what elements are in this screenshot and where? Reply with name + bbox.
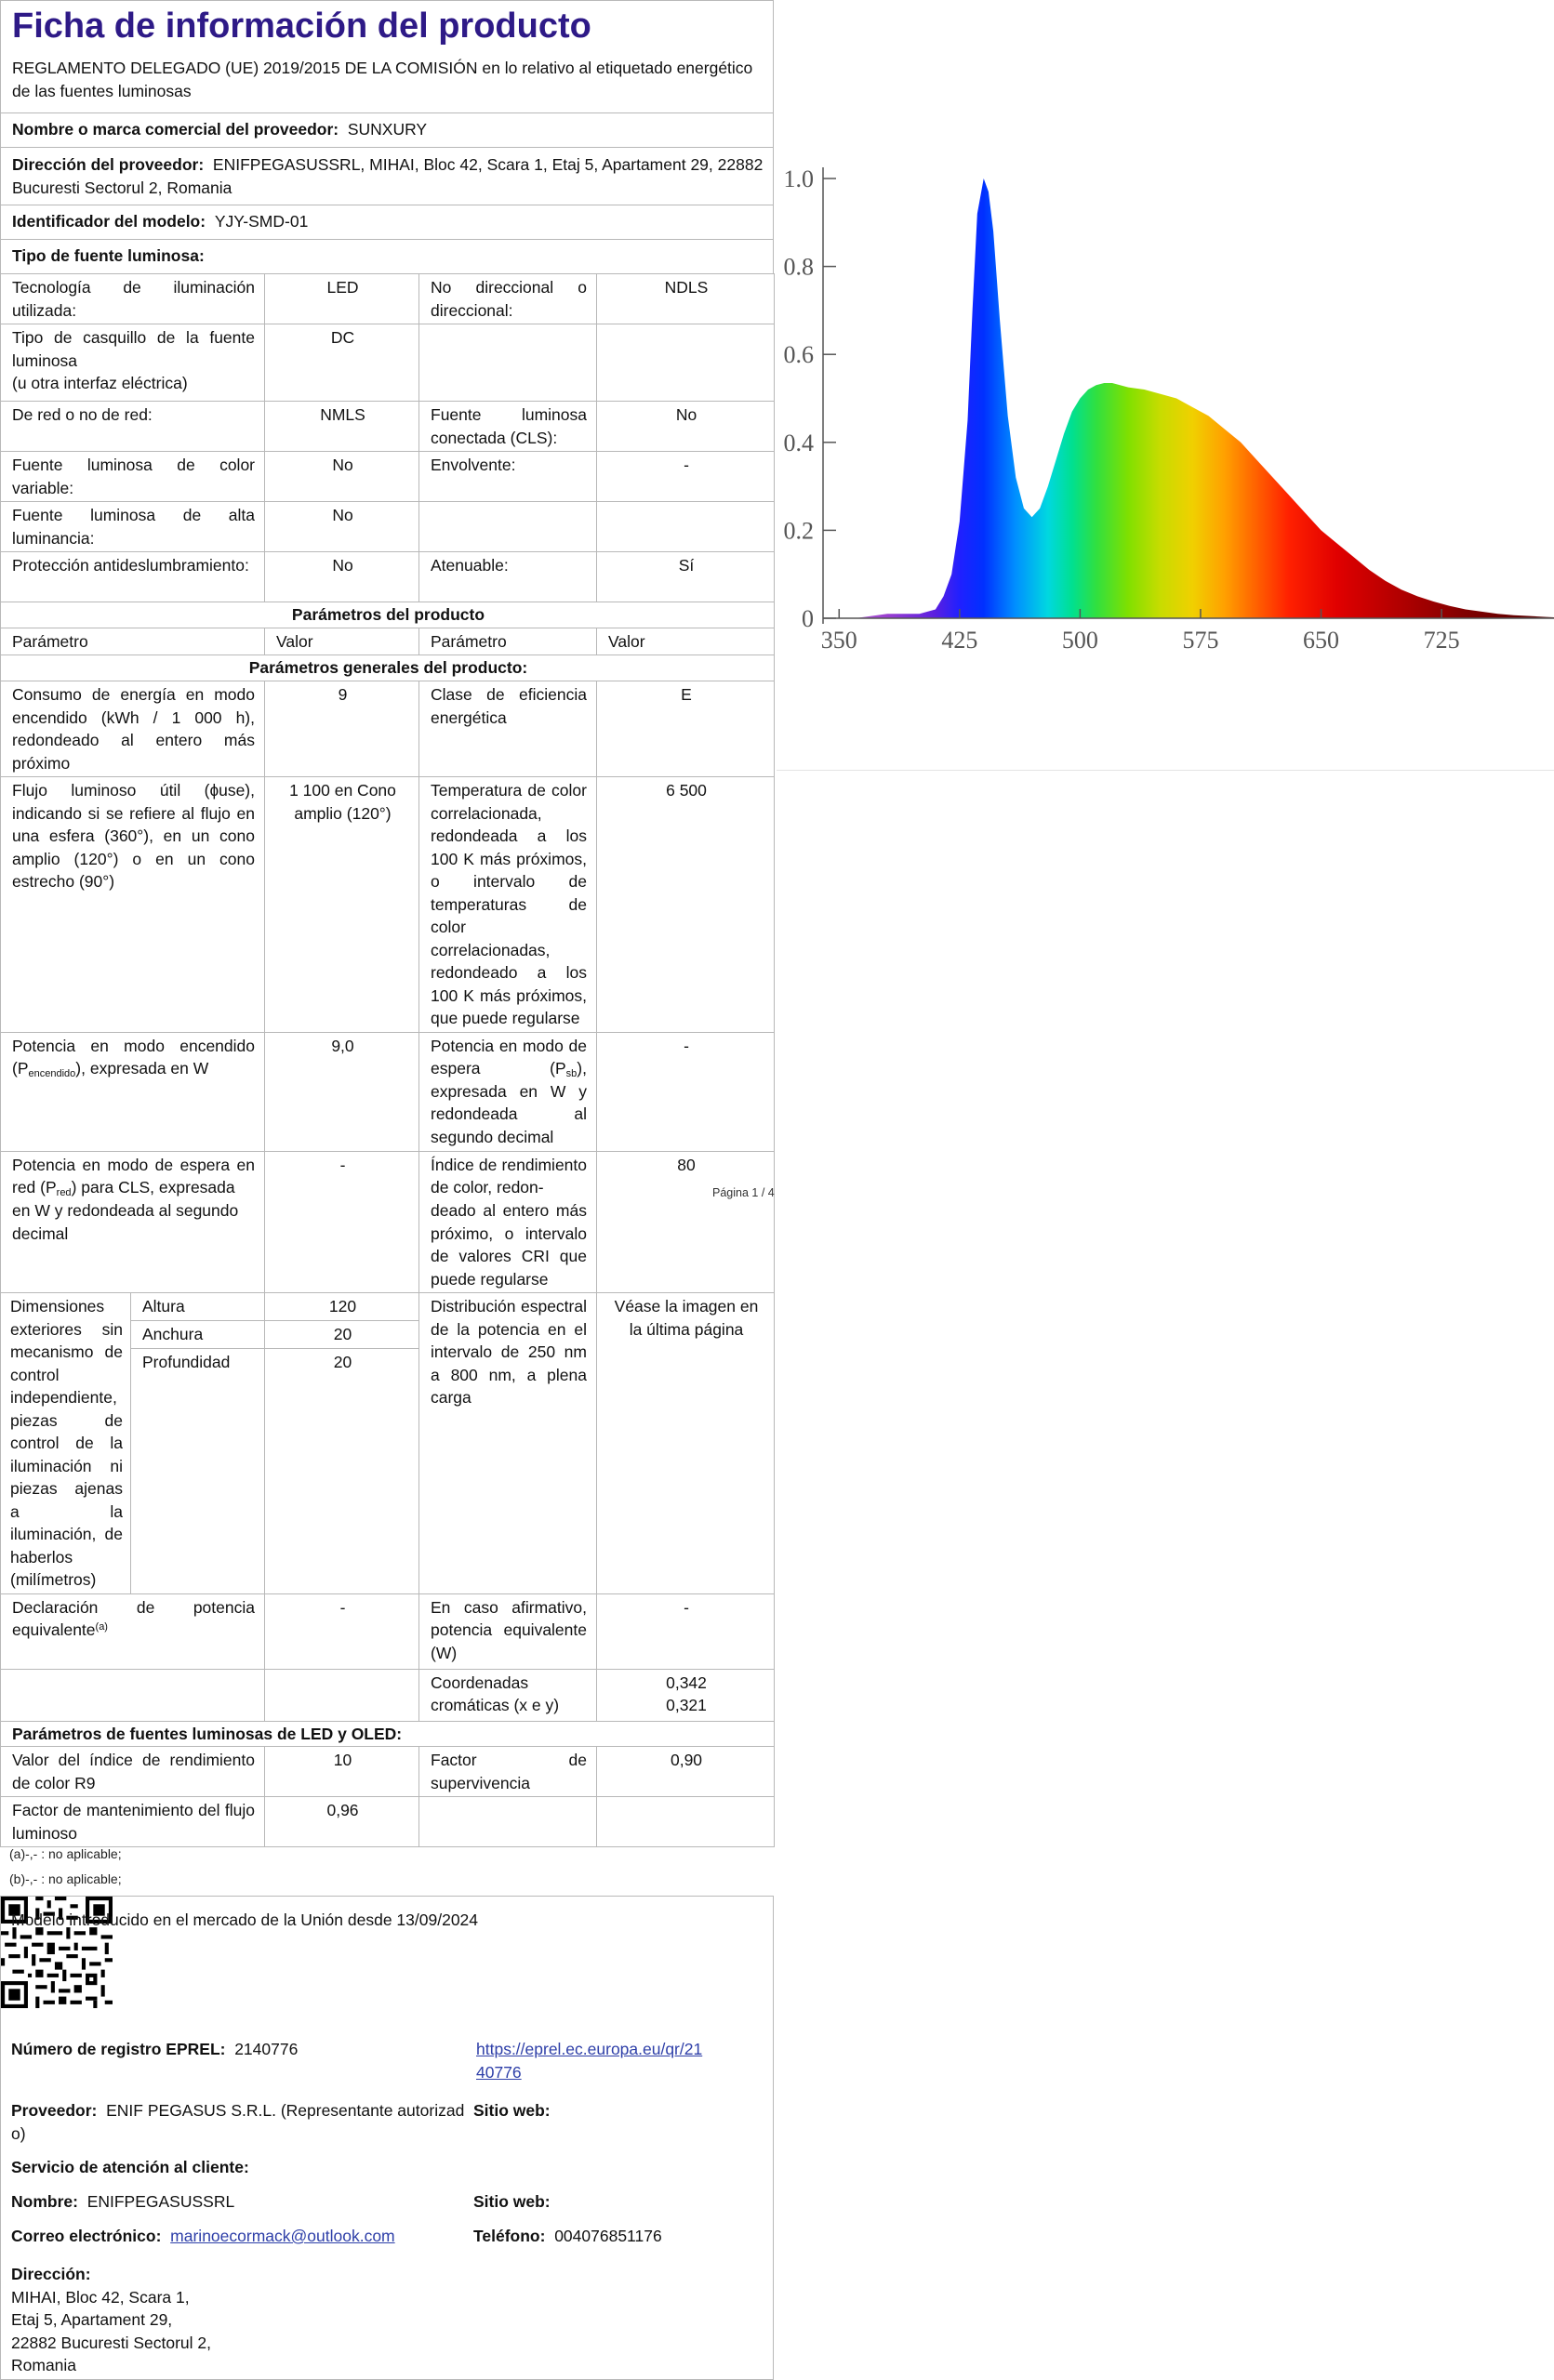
dim-name: Profundidad — [131, 1348, 265, 1593]
model-row — [0, 205, 774, 240]
general-params-title: Parámetros generales del producto: — [248, 658, 528, 677]
param-value: Sí — [597, 552, 775, 602]
chart-divider — [777, 770, 1554, 771]
param-value: NDLS — [597, 274, 775, 324]
table-row — [1, 1669, 775, 1721]
email-link[interactable]: marinoecormack@outlook.com — [170, 2227, 395, 2245]
spectrum-area — [823, 178, 1554, 618]
param-label: De red o no de red: — [1, 402, 265, 452]
param-value: LED — [265, 274, 419, 324]
address-line: MIHAI, Bloc 42, Scara 1, — [11, 2287, 190, 2307]
param-label: Índice de rendimiento de color, redon- — [419, 1151, 597, 1202]
table-row — [1, 324, 775, 402]
x-tick-label: 575 — [1182, 627, 1219, 654]
param-label: Fuente luminosa de color variable: — [1, 452, 265, 502]
param-value: 6 500 — [597, 777, 775, 1033]
param-label: Coordenadas cromáticas (x e y) — [419, 1669, 597, 1721]
param-value: 9,0 — [265, 1032, 419, 1151]
param-label: Clase de eficiencia energética — [419, 681, 597, 777]
model-value: YJY-SMD-01 — [214, 212, 309, 231]
param-value — [597, 502, 775, 552]
param-label: Potencia en modo de espera $(P_{sb})$, expresada en W y redondeada al segundo decimal — [419, 1032, 597, 1151]
param-label: Envolvente: — [419, 452, 597, 502]
x-tick-label: 350 — [820, 627, 857, 654]
page-number: Página 1 / 4 — [712, 1186, 775, 1199]
param-value: 1 100 en Cono amplio (120°) — [265, 777, 419, 1033]
product-params-title: Parámetros del producto — [291, 605, 485, 624]
param-label: Potencia en modo encendido $(P_{encendido})$, expresada en W — [1, 1032, 265, 1151]
provider-label: Proveedor: — [11, 2101, 98, 2120]
supplier-address-label: Dirección del proveedor: — [12, 155, 205, 174]
contact-name-label: Nombre: — [11, 2192, 78, 2211]
address-label: Dirección: — [11, 2265, 91, 2283]
param-label: Potencia en modo de espera en red $(P_{red})$ para CLS, expresada — [1, 1151, 265, 1202]
param-value — [265, 1197, 419, 1293]
address-line: Etaj 5, Apartament 29, — [11, 2310, 173, 2329]
dim-value: 20 — [265, 1320, 419, 1348]
param-label: Atenuable: — [419, 552, 597, 602]
phone-label: Teléfono: — [473, 2227, 546, 2245]
param-value — [597, 1669, 775, 1721]
table-row — [1, 1197, 775, 1293]
chroma-y: 0,321 — [666, 1696, 707, 1714]
param-value: DC — [265, 324, 419, 402]
table-row — [1, 655, 775, 681]
param-value: 80 — [597, 1151, 775, 1202]
email-row — [11, 2225, 395, 2248]
param-value: - — [597, 452, 775, 502]
table-row — [1, 402, 775, 452]
table-row — [1, 1293, 775, 1321]
dim-name: Anchura — [131, 1320, 265, 1348]
table-row — [1, 502, 775, 552]
dim-value: 120 — [265, 1293, 419, 1321]
provider-row: Proveedor: ENIF PEGASUS S.R.L. (Representante autorizad o) — [11, 2101, 465, 2143]
x-tick-label: 650 — [1303, 627, 1340, 654]
param-label: Consumo de energía en modo encendido (kWh / 1 000 h), redondeado al entero más próximo — [1, 681, 265, 777]
dim-name: Altura — [131, 1293, 265, 1321]
param-value: NMLS — [265, 402, 419, 452]
email-label: Correo electrónico: — [11, 2227, 162, 2245]
contact-name-row — [11, 2190, 234, 2214]
col-header-value: Valor — [265, 628, 419, 655]
col-header-value: Valor — [597, 628, 775, 655]
phone-value: 004076851176 — [554, 2227, 662, 2245]
regulation-text: REGLAMENTO DELEGADO (UE) 2019/2015 DE LA COMISIÓN en lo relativo al etiquetado energético de las fuentes luminosas — [12, 59, 753, 100]
table-row — [1, 452, 775, 502]
footnote-b: (b)-,- : no aplicable; — [9, 1871, 122, 1886]
source-type-row — [0, 240, 774, 274]
table-row — [1, 1032, 775, 1151]
page-title: Ficha de información del producto — [12, 7, 591, 46]
param-label: No direccional o direccional: — [419, 274, 597, 324]
x-tick-label: 425 — [941, 627, 978, 654]
address-line: 22882 Bucuresti Sectorul 2, — [11, 2333, 211, 2352]
col-header-param: Parámetro — [1, 628, 265, 655]
param-label: deado al entero más próximo, o intervalo de valores CRI que puede regularse — [419, 1197, 597, 1293]
param-value: - — [597, 1593, 775, 1669]
param-label: En caso afirmativo, potencia equivalente (W) — [419, 1593, 597, 1669]
table-row — [1, 1721, 775, 1747]
y-tick-label: 0 — [802, 605, 814, 632]
eprel-row — [11, 2038, 298, 2061]
website2-label: Sitio web: — [473, 2192, 551, 2211]
dims-label: Dimensiones exteriores sin mecanismo de control independiente, piezas de control de la iluminación ni piezas ajenas a la iluminación, de haberlos (milímetros) — [1, 1293, 131, 1594]
table-row — [1, 628, 775, 655]
chroma-x: 0,342 — [666, 1673, 707, 1692]
y-tick-label: 0.8 — [783, 253, 814, 281]
table-row — [1, 1797, 775, 1847]
supplier-name-row — [0, 113, 774, 148]
param-value: 10 — [265, 1747, 419, 1797]
eprel-label: Número de registro EPREL: — [11, 2040, 226, 2058]
param-value: E — [597, 681, 775, 777]
supplier-name-value: SUNXURY — [347, 120, 428, 139]
params-table-continued — [0, 1197, 775, 1847]
eprel-value: 2140776 — [234, 2040, 299, 2058]
y-tick-label: 0.2 — [783, 517, 814, 545]
param-value: No — [597, 402, 775, 452]
param-label: Factor de mantenimiento del flujo luminoso — [1, 1797, 265, 1847]
param-label — [419, 502, 597, 552]
y-tick-label: 0.4 — [783, 429, 814, 456]
param-value: - — [265, 1593, 419, 1669]
param-value: - — [597, 1032, 775, 1151]
supplier-address-row — [0, 148, 774, 205]
param-value: 9 — [265, 681, 419, 777]
type-table — [0, 273, 775, 1202]
market-intro-text: Modelo introducido en el mercado de la Unión desde 13/09/2024 — [11, 1911, 479, 1929]
footer-box — [0, 1896, 774, 2380]
header-box — [0, 0, 774, 113]
param-value: - — [265, 1151, 419, 1202]
param-value: 0,90 — [597, 1747, 775, 1797]
x-tick-label: 500 — [1061, 627, 1098, 654]
param-label: Valor del índice de rendimiento de color R9 — [1, 1747, 265, 1797]
param-label: Fuente luminosa de alta luminancia: — [1, 502, 265, 552]
table-row — [1, 552, 775, 602]
param-value — [597, 1197, 775, 1293]
param-label: Tecnología de iluminación utilizada: — [1, 274, 265, 324]
spd-value: Véase la imagen en la última página — [597, 1293, 775, 1594]
table-row — [1, 1151, 775, 1202]
model-label: Identificador del modelo: — [12, 212, 206, 231]
table-row — [1, 602, 775, 628]
param-label — [419, 324, 597, 402]
supplier-address-value: ENIFPEGASUSSRL, MIHAI, Bloc 42, Scara 1, Etaj 5, Apartament 29, 22882 Bucuresti Sectorul 2, Romania — [12, 155, 764, 197]
website-label: Sitio web: — [473, 2101, 551, 2120]
address-block — [11, 2263, 211, 2377]
param-label: Tipo de casquillo de la fuente luminosa (u otra interfaz eléctrica) — [1, 324, 265, 402]
param-label: Fuente luminosa conectada (CLS): — [419, 402, 597, 452]
table-row — [1, 274, 775, 324]
param-value: No — [265, 552, 419, 602]
provider-value: ENIF PEGASUS S.R.L. (Representante autorizad — [106, 2101, 465, 2120]
x-tick-label: 725 — [1423, 627, 1460, 654]
col-header-param: Parámetro — [419, 628, 597, 655]
table-row — [1, 777, 775, 1033]
source-type-label: Tipo de fuente luminosa: — [12, 246, 205, 265]
param-label: Flujo luminoso útil (ɸuse), indicando si se refiere al flujo en una esfera (360°), en un cono amplio (120°) o en un cono estrecho (90°) — [1, 777, 265, 1033]
spd-label: Distribución espectral de la potencia en el intervalo de 250 nm a 800 nm, a plena carga — [419, 1293, 597, 1594]
address-line: Romania — [11, 2356, 77, 2374]
param-label: Temperatura de color correlacionada, redondeada a los 100 K más próximos, o intervalo de temperaturas de color correlacionadas, redondeado a los 100 K más próximos, que puede regularse — [419, 777, 597, 1033]
param-value: No — [265, 452, 419, 502]
param-value: No — [265, 502, 419, 552]
contact-name-value: ENIFPEGASUSSRL — [86, 2192, 235, 2211]
customer-service-label: Servicio de atención al cliente: — [11, 2158, 249, 2176]
param-label: Protección antideslumbramiento: — [1, 552, 265, 602]
table-row — [1, 1747, 775, 1797]
param-label: Declaración de potencia equivalente$^{(a)}$ — [1, 1593, 265, 1669]
phone-row — [473, 2225, 662, 2248]
dim-value: 20 — [265, 1348, 419, 1593]
param-value — [597, 324, 775, 402]
supplier-name-label: Nombre o marca comercial del proveedor: — [12, 120, 339, 139]
param-value: 0,96 — [265, 1797, 419, 1847]
y-tick-label: 0.6 — [783, 341, 814, 369]
y-tick-label: 1.0 — [783, 165, 814, 192]
table-row — [1, 1593, 775, 1669]
table-row — [1, 681, 775, 777]
led-params-title: Parámetros de fuentes luminosas de LED y OLED: — [12, 1724, 403, 1743]
param-label: Factor de supervivencia — [419, 1747, 597, 1797]
param-label: en W y redondeada al segundo decimal — [1, 1197, 265, 1293]
spectral-distribution-chart — [777, 149, 1554, 772]
footnote-a: (a)-,- : no aplicable; — [9, 1846, 122, 1861]
eprel-link[interactable]: https://eprel.ec.europa.eu/qr/21 40776 — [476, 2040, 703, 2082]
